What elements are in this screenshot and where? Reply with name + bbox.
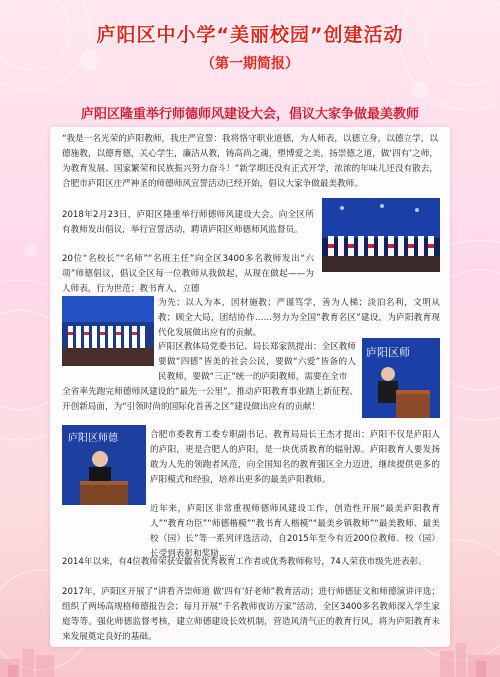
paragraph-initiative-part2: 为先；以人为本，因材施教；严谨笃学，善为人梯；淡泊名利，文明从教；顾全大局，团结协作……努力为全国“教育名区”建设，为庐阳教育现代化发展做出应有的贡献。 bbox=[158, 298, 440, 338]
paragraph-director-part1: 庐阳区教体局党委书记、局长郑家凯提出：全区教师要做“四德”皆美的社会公民，要做“六爱”皆备的人民教师，要做“三正”统一的庐阳教师，需要在全市 bbox=[158, 342, 356, 382]
article-headline: 庐阳区隆重举行师德师风建设大会，倡议大家争做最美教师 bbox=[80, 107, 419, 122]
paragraph-city-official: 合肥市委教育工委专职副书记、教育局局长王杰才提出：庐阳不仅是庐阳人的庐阳，更是合肥人的庐阳，是一块优质教育的辐射源。庐阳教育人要发扬敢为人先的领跑者风范，向全国知名的教育强区全力迈进，继续提供更多的庐阳模式和经验，培养出更多的最美庐阳教师。 bbox=[150, 430, 440, 485]
photo-stage-performance bbox=[322, 198, 440, 272]
paragraph-meeting-date: 2018年2月23日，庐阳区隆重举行师德师风建设大会。向全区所有教师发出倡议，举行宣誓活动，聘请庐阳区师德师风监督员。 bbox=[62, 210, 314, 235]
paragraph-2017-activities: 2017年，庐阳区开展了“讲看齐崇师道 做‘四有’好老师”教育活动；进行师德征文和师德演讲评选；组织了两场高规格师德报告会；每月开展“千名教师夜访万家”活动，全区3400多名教师深入学生家庭等等。强化师德监督考核，建立师德建设长效机制，营造风清气正的教育行风，将为庐阳教育未来发展奠定良好的基础。 bbox=[62, 587, 440, 642]
paragraph-honors: 2014年以来，有4位教师荣获安徽省优秀教育工作者或优秀教师称号，74人荣获市级先进表彰。 bbox=[62, 557, 427, 567]
issue-subtitle: （第一期简报） bbox=[201, 56, 299, 72]
paragraph-director-part2: 全省率先跑完师德师风建设的“最先一公里”，推动庐阳教育事业踏上新征程、开创新局面，为“引领时尚的国际化首善之区”建设做出应有的贡献！ bbox=[62, 387, 358, 412]
photo-teachers-oath bbox=[62, 296, 154, 366]
stage-banner-text-2: 庐阳区师德 bbox=[68, 433, 118, 444]
paragraph-awards-program: 近年来，庐阳区非常重视师德师风建设工作，创造性开展“最美庐阳教育人”“教育功臣”“师德楷模”“教书育人楷模”“最美乡镇教师”“最美教师、最美校（园）长”等一系列评选活动，自2015年至今有近200位教师、校（园）长受到表彰和奖励…… bbox=[150, 504, 440, 559]
page-title: 庐阳区中小学“美丽校园”创建活动 bbox=[96, 24, 404, 46]
paragraph-initiative-part1: 20位“名校长”“名师”“名班主任”向全区3400多名教师发出“六项”师德倡议，倡议全区每一位教师从我做起，从现在做起——为人师表，行为世范；教书育人，立德 bbox=[62, 254, 314, 294]
stage-banner-text: 庐阳区师 bbox=[366, 346, 410, 359]
page-header bbox=[0, 20, 500, 73]
photo-director-speech bbox=[362, 338, 440, 418]
photo-official-speech bbox=[62, 425, 146, 505]
paragraph-oath: “我是一名光荣的庐阳教师，我庄严宣誓：我将恪守职业道德，为人师表，以德立身，以德立学，以德施教，以德育德，关心学生，廉洁从教，铸高尚之魂，塑博爱之美，扬崇德之道，做‘四有’之师，为教育发展、国家繁荣和民族振兴努力奋斗！”新学期还没有正式开学，浓浓的年味儿还没有散去，合肥市庐阳区庄严神圣的师德师风宣誓活动已经开始，倡议大家争做最美教师。 bbox=[62, 134, 438, 189]
